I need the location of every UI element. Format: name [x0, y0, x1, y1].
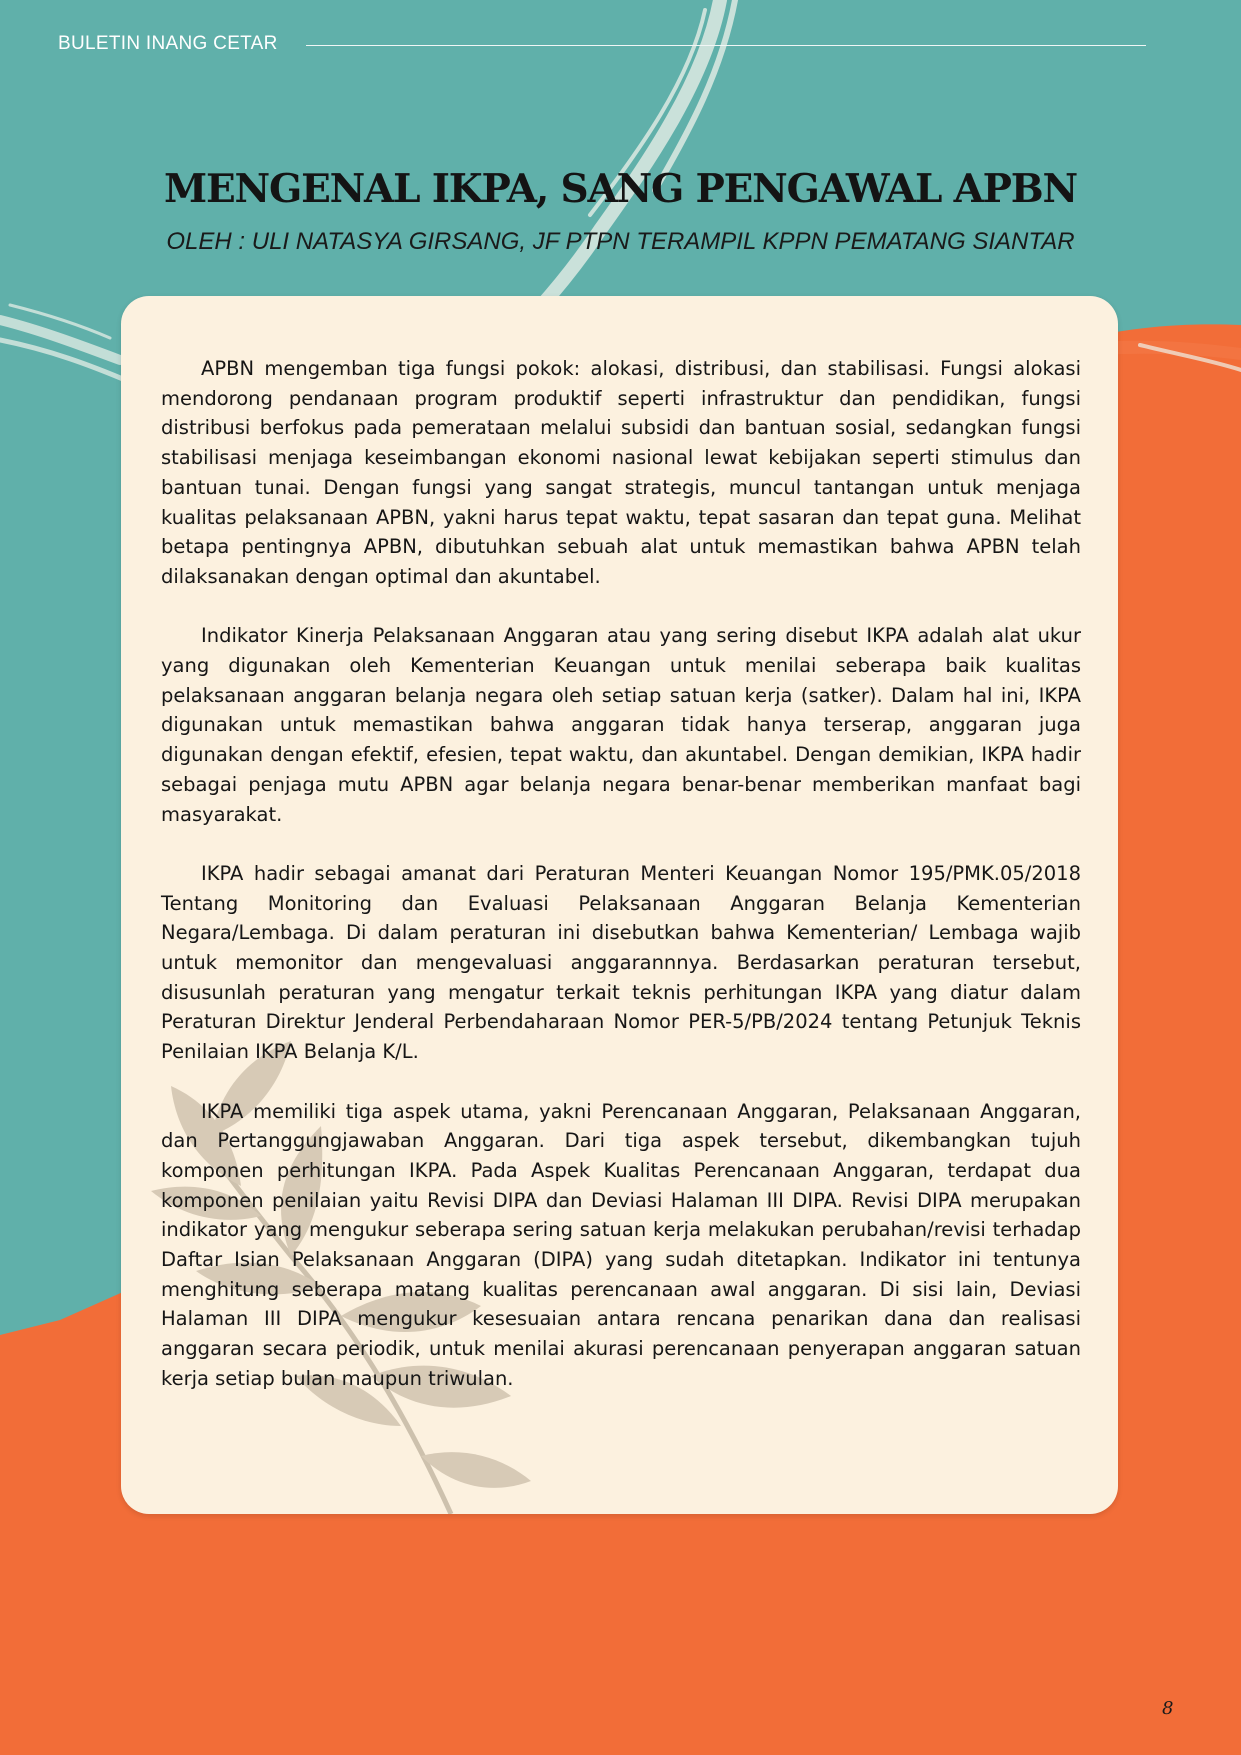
paragraph-2: Indikator Kinerja Pelaksanaan Anggaran atau yang sering disebut IKPA adalah alat ukur yang digunakan oleh Kementerian Keuangan untuk menilai seberapa baik kualitas pelaksanaan anggaran belanja negara oleh setiap satuan kerja (satker). Dalam hal ini, IKPA digunakan untuk memastikan bahwa anggaran tidak hanya terserap, anggaran juga digunakan dengan efektif, efesien, tepat waktu, dan akuntabel. Dengan demikian, IKPA hadir sebagai penjaga mutu APBN agar belanja negara benar-benar memberikan manfaat bagi masyarakat.	[161, 624, 1081, 826]
paragraph-4: IKPA memiliki tiga aspek utama, yakni Perencanaan Anggaran, Pelaksanaan Anggaran, dan Pertanggungjawaban Anggaran. Dari tiga aspek tersebut, dikembangkan tujuh komponen perhitungan IKPA. Pada Aspek Kualitas Perencanaan Anggaran, terdapat dua komponen penilaian yaitu Revisi DIPA dan Deviasi Halaman III DIPA. Revisi DIPA merupakan indikator yang mengukur seberapa sering satuan kerja melakukan perubahan/revisi terhadap Daftar Isian Pelaksanaan Anggaran (DIPA) yang sudah ditetapkan. Indikator ini tentunya menghitung seberapa matang kualitas perencanaan awal anggaran. Di sisi lain, Deviasi Halaman III DIPA mengukur kesesuaian antara rencana penarikan dana dan realisasi anggaran secara periodik, untuk menilai akurasi perencanaan penyerapan anggaran satuan kerja setiap bulan maupun triwulan.	[161, 1099, 1081, 1390]
header-divider	[306, 45, 1146, 46]
article-card	[121, 296, 1118, 1514]
paragraph-3: IKPA hadir sebagai amanat dari Peraturan Menteri Keuangan Nomor 195/PMK.05/2018 Tentang Monitoring dan Evaluasi Pelaksanaan Anggaran Belanja Kementerian Negara/Lembaga. Di dalam peraturan ini disebutkan bahwa Kementerian/ Lembaga wajib untuk memonitor dan mengevaluasi anggarannnya. Berdasarkan peraturan tersebut, disusunlah peraturan yang mengatur terkait teknis perhitungan IKPA yang diatur dalam Peraturan Direktur Jenderal Perbendaharaan Nomor PER-5/PB/2024 tentang Petunjuk Teknis Penilaian IKPA Belanja K/L.	[161, 861, 1081, 1064]
article-body	[161, 354, 1081, 1423]
page-number: 8	[1162, 1698, 1174, 1719]
paragraph-1: APBN mengemban tiga fungsi pokok: alokasi, distribusi, dan stabilisasi. Fungsi alokasi mendorong pendanaan program produktif seperti infrastruktur dan pendidikan, fungsi distribusi berfokus pada pemerataan melalui subsidi dan bantuan sosial, sedangkan fungsi stabilisasi menjaga keseimbangan ekonomi nasional lewat kebijakan seperti stimulus dan bantuan tunai. Dengan fungsi yang sangat strategis, muncul tantangan untuk menjaga kualitas pelaksanaan APBN, yakni harus tepat waktu, tepat sasaran dan tepat guna. Melihat betapa pentingnya APBN, dibutuhkan sebuah alat untuk memastikan bahwa APBN telah dilaksanakan dengan optimal dan akuntabel.	[161, 357, 1081, 588]
article-title: MENGENAL IKPA, SANG PENGAWAL APBN	[164, 166, 1077, 212]
article-byline: OLEH : ULI NATASYA GIRSANG, JF PTPN TERAMPIL KPPN PEMATANG SIANTAR	[166, 228, 1075, 255]
bulletin-name: BULETIN INANG CETAR	[58, 33, 278, 54]
